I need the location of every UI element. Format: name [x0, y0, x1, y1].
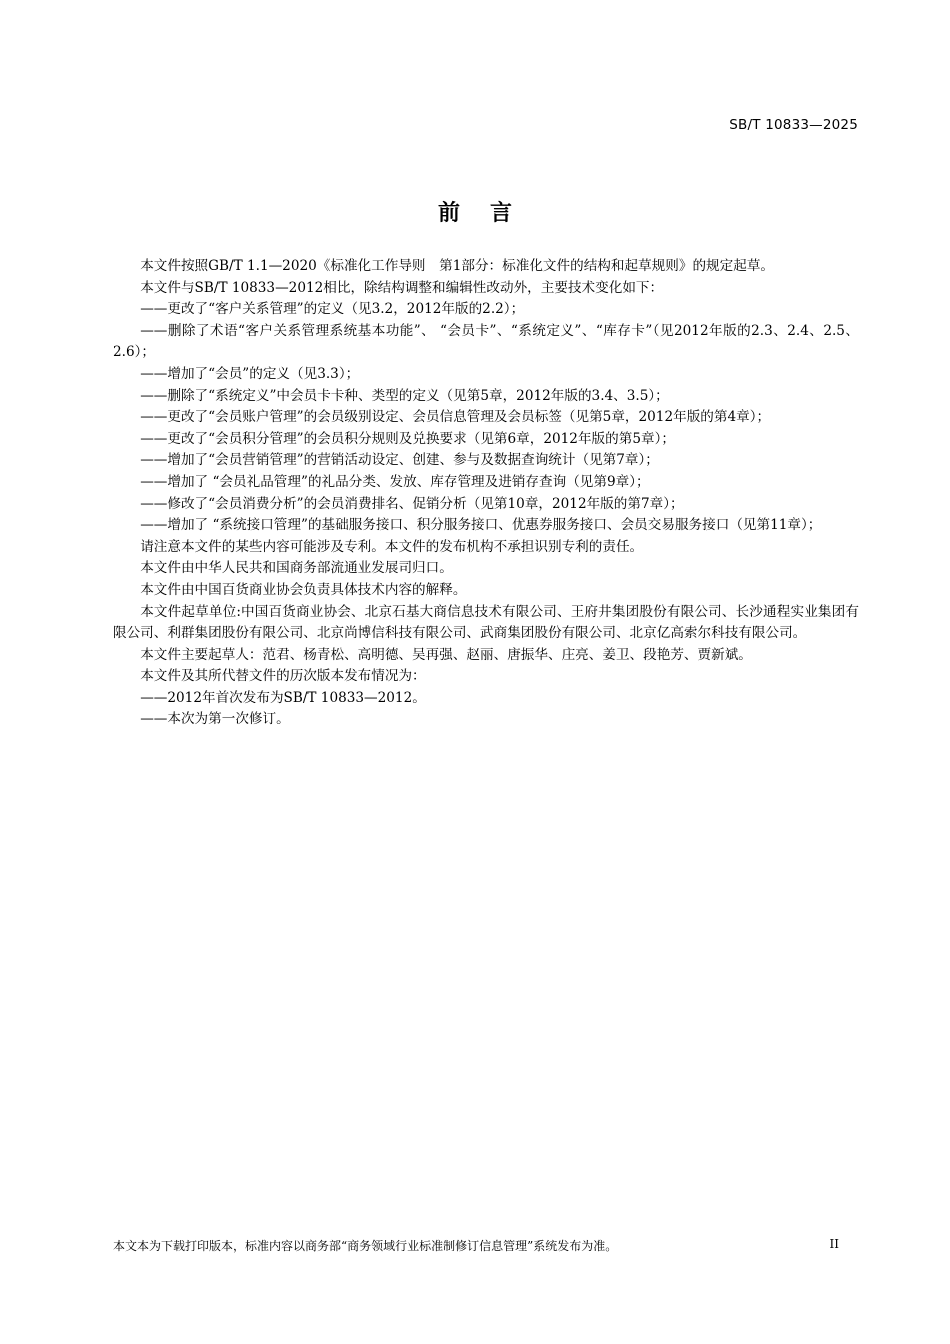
paragraph: 本文件起草单位:中国百货商业协会、北京石基大商信息技术有限公司、王府井集团股份有限公司、长沙通程实业集团有限公司、利群集团股份有限公司、北京尚博信科技有限公司、武商集团股份有限公司、北京亿高索尔科技有限公司。: [113, 603, 859, 642]
list-item: ——增加了 “系统接口管理”的基础服务接口、积分服务接口、优惠券服务接口、会员交易服务接口（见第11章）；: [140, 517, 822, 534]
list-item: ——删除了“系统定义”中会员卡卡种、类型的定义（见第5章，2012年版的3.4、3.5）；: [140, 387, 669, 404]
paragraph: 本文件由中国百货商业协会负责具体技术内容的解释。: [140, 581, 467, 598]
paragraph: 本文件与SB/T 10833—2012相比，除结构调整和编辑性改动外，主要技术变化如下：: [140, 279, 664, 296]
list-item: ——更改了“会员账户管理”的会员级别设定、会员信息管理及会员标签（见第5章，2012年版的第4章）；: [140, 409, 771, 426]
list-item: ——2012年首次发布为SB/T 10833—2012。: [140, 689, 426, 706]
page-number: II: [829, 1237, 839, 1251]
list-item: ——本次为第一次修订。: [140, 711, 290, 728]
list-item: ——更改了“会员积分管理”的会员积分规则及兑换要求（见第6章，2012年版的第5章）；: [140, 430, 675, 447]
list-item: ——增加了 “会员礼品管理”的礼品分类、发放、库存管理及进销存查询（见第9章）；: [140, 473, 650, 490]
paragraph: 本文件按照GB/T 1.1—2020《标准化工作导则 第1部分：标准化文件的结构和起草规则》的规定起草。: [140, 258, 775, 274]
foreword-body: [113, 256, 859, 731]
list-item: ——更改了“客户关系管理”的定义（见3.2，2012年版的2.2）；: [140, 301, 525, 318]
document-code: SB/T 10833—2025: [729, 117, 858, 133]
paragraph: 请注意本文件的某些内容可能涉及专利。本文件的发布机构不承担识别专利的责任。: [140, 538, 644, 555]
footer-note: 本文本为下载打印版本，标准内容以商务部“商务领域行业标准制修订信息管理”系统发布为准。: [113, 1239, 618, 1253]
page-title: 前言: [437, 201, 542, 226]
list-item: ——增加了“会员营销管理”的营销活动设定、创建、参与及数据查询统计（见第7章）；: [140, 452, 659, 469]
list-item: ——增加了“会员”的定义（见3.3）；: [140, 365, 360, 382]
list-item: ——删除了术语“客户关系管理系统基本功能”、 “会员卡”、“系统定义”、“库存卡”（见2012年版的2.3、2.4、2.5、2.6）；: [113, 322, 859, 361]
paragraph: 本文件主要起草人：范君、杨青松、高明德、吴再强、赵丽、唐振华、庄亮、姜卫、段艳芳、贾新斌。: [140, 646, 752, 663]
paragraph: 本文件及其所代替文件的历次版本发布情况为：: [140, 668, 426, 685]
paragraph: 本文件由中华人民共和国商务部流通业发展司归口。: [140, 560, 453, 577]
list-item: ——修改了“会员消费分析”的会员消费排名、促销分析（见第10章，2012年版的第7章）；: [140, 495, 684, 512]
